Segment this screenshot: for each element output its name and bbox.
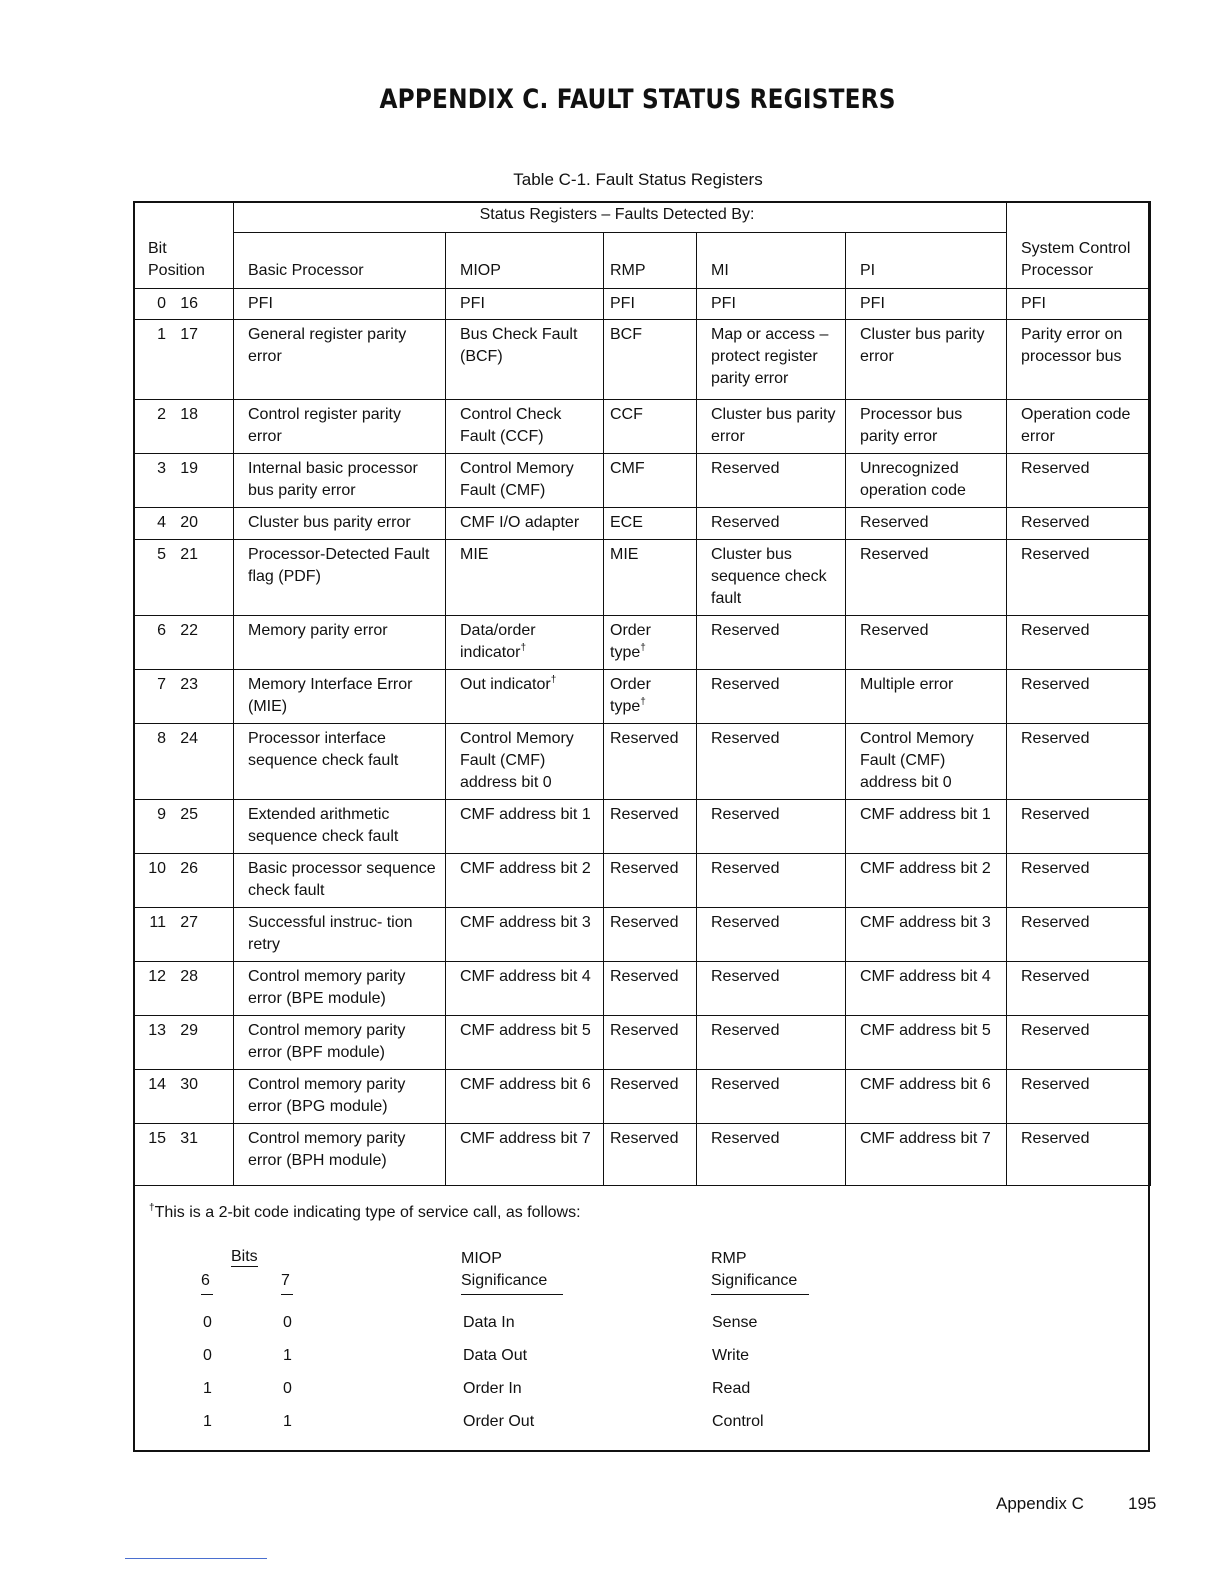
code-b6: 1: [203, 1413, 212, 1430]
cell-pi: Reserved: [846, 508, 1007, 540]
cell-miop: CMF address bit 5: [446, 1016, 604, 1070]
scp-header: [1007, 202, 1151, 289]
bit-low: 12: [148, 968, 166, 985]
cell-scp: Reserved: [1007, 616, 1151, 670]
cell-pi: CMF address bit 6: [846, 1070, 1007, 1124]
cell-scp: Reserved: [1007, 540, 1151, 616]
code-b7: 1: [283, 1413, 292, 1430]
cell-bp: Basic processor sequence check fault: [234, 854, 446, 908]
footnote: [133, 1190, 1150, 1452]
bit-low: 6: [157, 622, 166, 639]
code-rmp: Control: [712, 1413, 764, 1430]
bits-title: Bits: [231, 1248, 258, 1265]
table-row: [134, 908, 1151, 962]
cell-rmp: Reserved: [604, 1124, 697, 1186]
table-caption: Table C-1. Fault Status Registers: [513, 170, 763, 189]
cell-mi: Reserved: [697, 508, 846, 540]
bit-high: 26: [180, 860, 198, 877]
page-heading: APPENDIX C. FAULT STATUS REGISTERS: [379, 84, 896, 115]
bit-low: 13: [148, 1022, 166, 1039]
table-row: [134, 800, 1151, 854]
cell-scp: Reserved: [1007, 724, 1151, 800]
cell-mi: Reserved: [697, 1016, 846, 1070]
cell-bp: Memory parity error: [234, 616, 446, 670]
bit-low: 4: [157, 514, 166, 531]
cell-rmp: ECE: [604, 508, 697, 540]
rmp-sig-line2: Significance: [711, 1272, 798, 1289]
bit-high: 30: [180, 1076, 198, 1093]
bit-high: 22: [180, 622, 198, 639]
dagger-marker: †: [149, 1202, 155, 1214]
cell-mi: Map or access – protect register parity error: [697, 320, 846, 400]
cell-rmp: MIE: [604, 540, 697, 616]
cell-rmp: CMF: [604, 454, 697, 508]
col-header-pi: PI: [846, 233, 1007, 289]
bit-low: 8: [157, 730, 166, 747]
table-row: [134, 454, 1151, 508]
cell-rmp: Reserved: [604, 962, 697, 1016]
code-b6: 0: [203, 1314, 212, 1331]
cell-mi: Reserved: [697, 854, 846, 908]
bit-position-cell: [134, 320, 234, 400]
bit-position-cell: [134, 1124, 234, 1186]
code-rmp: Sense: [712, 1314, 758, 1331]
code-b7: 1: [283, 1347, 292, 1364]
bit-header-line2: Position: [148, 262, 205, 279]
cell-pi: Control Memory Fault (CMF) address bit 0: [846, 724, 1007, 800]
table-row: [134, 400, 1151, 454]
bit-low: 9: [157, 806, 166, 823]
page-number: 195: [1128, 1494, 1157, 1513]
cell-rmp: Reserved: [604, 854, 697, 908]
cell-miop: Control Memory Fault (CMF): [446, 454, 604, 508]
cell-miop: Control Check Fault (CCF): [446, 400, 604, 454]
cell-pi: Reserved: [846, 540, 1007, 616]
cell-miop: CMF address bit 6: [446, 1070, 604, 1124]
cell-pi: Multiple error: [846, 670, 1007, 724]
code-b6: 0: [203, 1347, 212, 1364]
cell-rmp: Reserved: [604, 800, 697, 854]
table-row: [134, 1070, 1151, 1124]
cell-scp: Parity error on processor bus: [1007, 320, 1151, 400]
footnote-text: [149, 1204, 581, 1222]
cell-pi: Processor bus parity error: [846, 400, 1007, 454]
cell-miop: MIE: [446, 540, 604, 616]
cell-rmp: Order type†: [604, 616, 697, 670]
bit-high: 21: [180, 546, 198, 563]
cell-mi: Reserved: [697, 1070, 846, 1124]
bit-position-cell: [134, 962, 234, 1016]
bit-position-cell: [134, 724, 234, 800]
cell-bp: Control memory parity error (BPH module): [234, 1124, 446, 1186]
bit-position-cell: [134, 670, 234, 724]
cell-mi: Reserved: [697, 724, 846, 800]
table-row: [134, 508, 1151, 540]
bit-high: 17: [180, 326, 198, 343]
bit-position-cell: [134, 616, 234, 670]
cell-scp: Reserved: [1007, 508, 1151, 540]
table-row: [134, 289, 1151, 320]
cell-miop: CMF address bit 1: [446, 800, 604, 854]
cell-rmp: Reserved: [604, 1070, 697, 1124]
cell-pi: Unrecognized operation code: [846, 454, 1007, 508]
code-miop: Data Out: [463, 1347, 528, 1364]
cell-scp: Reserved: [1007, 800, 1151, 854]
cell-mi: Reserved: [697, 908, 846, 962]
bit-high: 20: [180, 514, 198, 531]
bit-low: 2: [157, 406, 166, 423]
cell-rmp: Order type†: [604, 670, 697, 724]
code-b6: 1: [203, 1380, 212, 1397]
cell-bp: Processor interface sequence check fault: [234, 724, 446, 800]
cell-rmp: BCF: [604, 320, 697, 400]
cell-miop: PFI: [446, 289, 604, 320]
bit-high: 16: [180, 295, 198, 312]
cell-mi: Reserved: [697, 1124, 846, 1186]
bit-position-cell: [134, 1016, 234, 1070]
bit-position-cell: [134, 454, 234, 508]
bit-high: 19: [180, 460, 198, 477]
bit-7-label: 7: [281, 1272, 290, 1289]
cell-bp: Extended arithmetic sequence check fault: [234, 800, 446, 854]
bit-position-header: [134, 202, 234, 289]
cell-pi: CMF address bit 5: [846, 1016, 1007, 1070]
cell-scp: Reserved: [1007, 454, 1151, 508]
code-miop: Data In: [463, 1314, 515, 1331]
bit-position-cell: [134, 508, 234, 540]
bit-low: 10: [148, 860, 166, 877]
cell-mi: Reserved: [697, 670, 846, 724]
bit-low: 11: [149, 914, 166, 931]
cell-bp: Control memory parity error (BPE module): [234, 962, 446, 1016]
bit-6-label: 6: [201, 1272, 210, 1289]
cell-miop: Control Memory Fault (CMF) address bit 0: [446, 724, 604, 800]
bit-high: 31: [180, 1130, 198, 1147]
cell-mi: Cluster bus parity error: [697, 400, 846, 454]
cell-scp: Reserved: [1007, 1016, 1151, 1070]
code-b7: 0: [283, 1380, 292, 1397]
cell-pi: Cluster bus parity error: [846, 320, 1007, 400]
table-row: [134, 616, 1151, 670]
col-header-basic-processor: Basic Processor: [234, 233, 446, 289]
dagger-marker: †: [550, 674, 557, 686]
bit-low: 7: [157, 676, 166, 693]
bit-low: 1: [157, 326, 166, 343]
bit-high: 29: [180, 1022, 198, 1039]
bit-low: 3: [157, 460, 166, 477]
cell-pi: CMF address bit 3: [846, 908, 1007, 962]
cell-scp: Reserved: [1007, 854, 1151, 908]
bit-position-cell: [134, 540, 234, 616]
table-row: [134, 962, 1151, 1016]
cell-mi: PFI: [697, 289, 846, 320]
bit-header-line1: Bit: [148, 240, 167, 257]
cell-miop: CMF address bit 7: [446, 1124, 604, 1186]
table-row: [134, 1016, 1151, 1070]
bit-high: 27: [180, 914, 198, 931]
fault-status-table: [133, 201, 1151, 1186]
footnote-sentence: This is a 2-bit code indicating type of service call, as follows:: [154, 1204, 581, 1221]
cell-pi: Reserved: [846, 616, 1007, 670]
cell-miop: CMF I/O adapter: [446, 508, 604, 540]
cell-mi: Cluster bus sequence check fault: [697, 540, 846, 616]
bit-position-cell: [134, 289, 234, 320]
code-rmp: Write: [712, 1347, 750, 1364]
bit-high: 18: [180, 406, 198, 423]
dagger-marker: †: [640, 696, 646, 708]
bit-low: 5: [157, 546, 166, 563]
cell-rmp: Reserved: [604, 908, 697, 962]
cell-scp: Reserved: [1007, 670, 1151, 724]
cell-bp: Control memory parity error (BPF module): [234, 1016, 446, 1070]
bit-position-cell: [134, 854, 234, 908]
code-miop: Order Out: [463, 1413, 535, 1430]
bottom-rule: [125, 1558, 267, 1559]
bit-high: 25: [180, 806, 198, 823]
cell-scp: Reserved: [1007, 1124, 1151, 1186]
cell-miop: Data/order indicator†: [446, 616, 604, 670]
cell-rmp: CCF: [604, 400, 697, 454]
cell-bp: Control register parity error: [234, 400, 446, 454]
bit-high: 28: [180, 968, 198, 985]
table-row: [134, 854, 1151, 908]
table-row: [134, 320, 1151, 400]
cell-mi: Reserved: [697, 454, 846, 508]
bit-high: 23: [180, 676, 198, 693]
bit-position-cell: [134, 800, 234, 854]
table-row: [134, 540, 1151, 616]
cell-rmp: Reserved: [604, 1016, 697, 1070]
cell-bp: Internal basic processor bus parity error: [234, 454, 446, 508]
bit-7-header: [281, 1270, 293, 1295]
code-miop: Order In: [463, 1380, 522, 1397]
cell-bp: PFI: [234, 289, 446, 320]
cell-scp: Reserved: [1007, 908, 1151, 962]
miop-sig-line1: MIOP: [461, 1250, 502, 1267]
cell-scp: Operation code error: [1007, 400, 1151, 454]
table-row: [134, 724, 1151, 800]
cell-bp: Successful instruc- tion retry: [234, 908, 446, 962]
scp-header-line2: Processor: [1021, 262, 1094, 279]
bit-low: 14: [148, 1076, 166, 1093]
cell-miop: CMF address bit 3: [446, 908, 604, 962]
dagger-marker: †: [520, 642, 527, 654]
code-b7: 0: [283, 1314, 292, 1331]
rmp-sig-line1: RMP: [711, 1250, 747, 1267]
miop-significance-header: [461, 1248, 563, 1295]
rmp-significance-header: [711, 1248, 809, 1295]
bit-low: 15: [148, 1130, 166, 1147]
dagger-marker: †: [640, 642, 646, 654]
cell-mi: Reserved: [697, 616, 846, 670]
cell-pi: CMF address bit 1: [846, 800, 1007, 854]
cell-mi: Reserved: [697, 800, 846, 854]
cell-pi: PFI: [846, 289, 1007, 320]
miop-sig-line2: Significance: [461, 1272, 548, 1289]
bit-position-cell: [134, 908, 234, 962]
footer-label: Appendix C: [996, 1494, 1084, 1513]
col-header-rmp: RMP: [604, 233, 697, 289]
cell-miop: CMF address bit 4: [446, 962, 604, 1016]
cell-pi: CMF address bit 4: [846, 962, 1007, 1016]
code-rmp: Read: [712, 1380, 751, 1397]
cell-scp: PFI: [1007, 289, 1151, 320]
cell-rmp: Reserved: [604, 724, 697, 800]
table-row: [134, 1124, 1151, 1186]
cell-pi: CMF address bit 7: [846, 1124, 1007, 1186]
cell-miop: Bus Check Fault (BCF): [446, 320, 604, 400]
cell-scp: Reserved: [1007, 1070, 1151, 1124]
bit-high: 24: [180, 730, 198, 747]
cell-bp: Processor-Detected Fault flag (PDF): [234, 540, 446, 616]
scp-header-line1: System Control: [1021, 240, 1131, 257]
cell-pi: CMF address bit 2: [846, 854, 1007, 908]
cell-bp: Control memory parity error (BPG module): [234, 1070, 446, 1124]
status-group-header: Status Registers – Faults Detected By:: [234, 202, 1007, 233]
bit-position-cell: [134, 400, 234, 454]
bit-low: 0: [157, 295, 166, 312]
bit-position-cell: [134, 1070, 234, 1124]
col-header-mi: MI: [697, 233, 846, 289]
cell-rmp: PFI: [604, 289, 697, 320]
cell-miop: CMF address bit 2: [446, 854, 604, 908]
cell-bp: General register parity error: [234, 320, 446, 400]
cell-bp: Memory Interface Error (MIE): [234, 670, 446, 724]
bit-6-header: [201, 1270, 213, 1295]
col-header-miop: MIOP: [446, 233, 604, 289]
cell-mi: Reserved: [697, 962, 846, 1016]
cell-miop: Out indicator†: [446, 670, 604, 724]
table-row: [134, 670, 1151, 724]
cell-bp: Cluster bus parity error: [234, 508, 446, 540]
cell-scp: Reserved: [1007, 962, 1151, 1016]
